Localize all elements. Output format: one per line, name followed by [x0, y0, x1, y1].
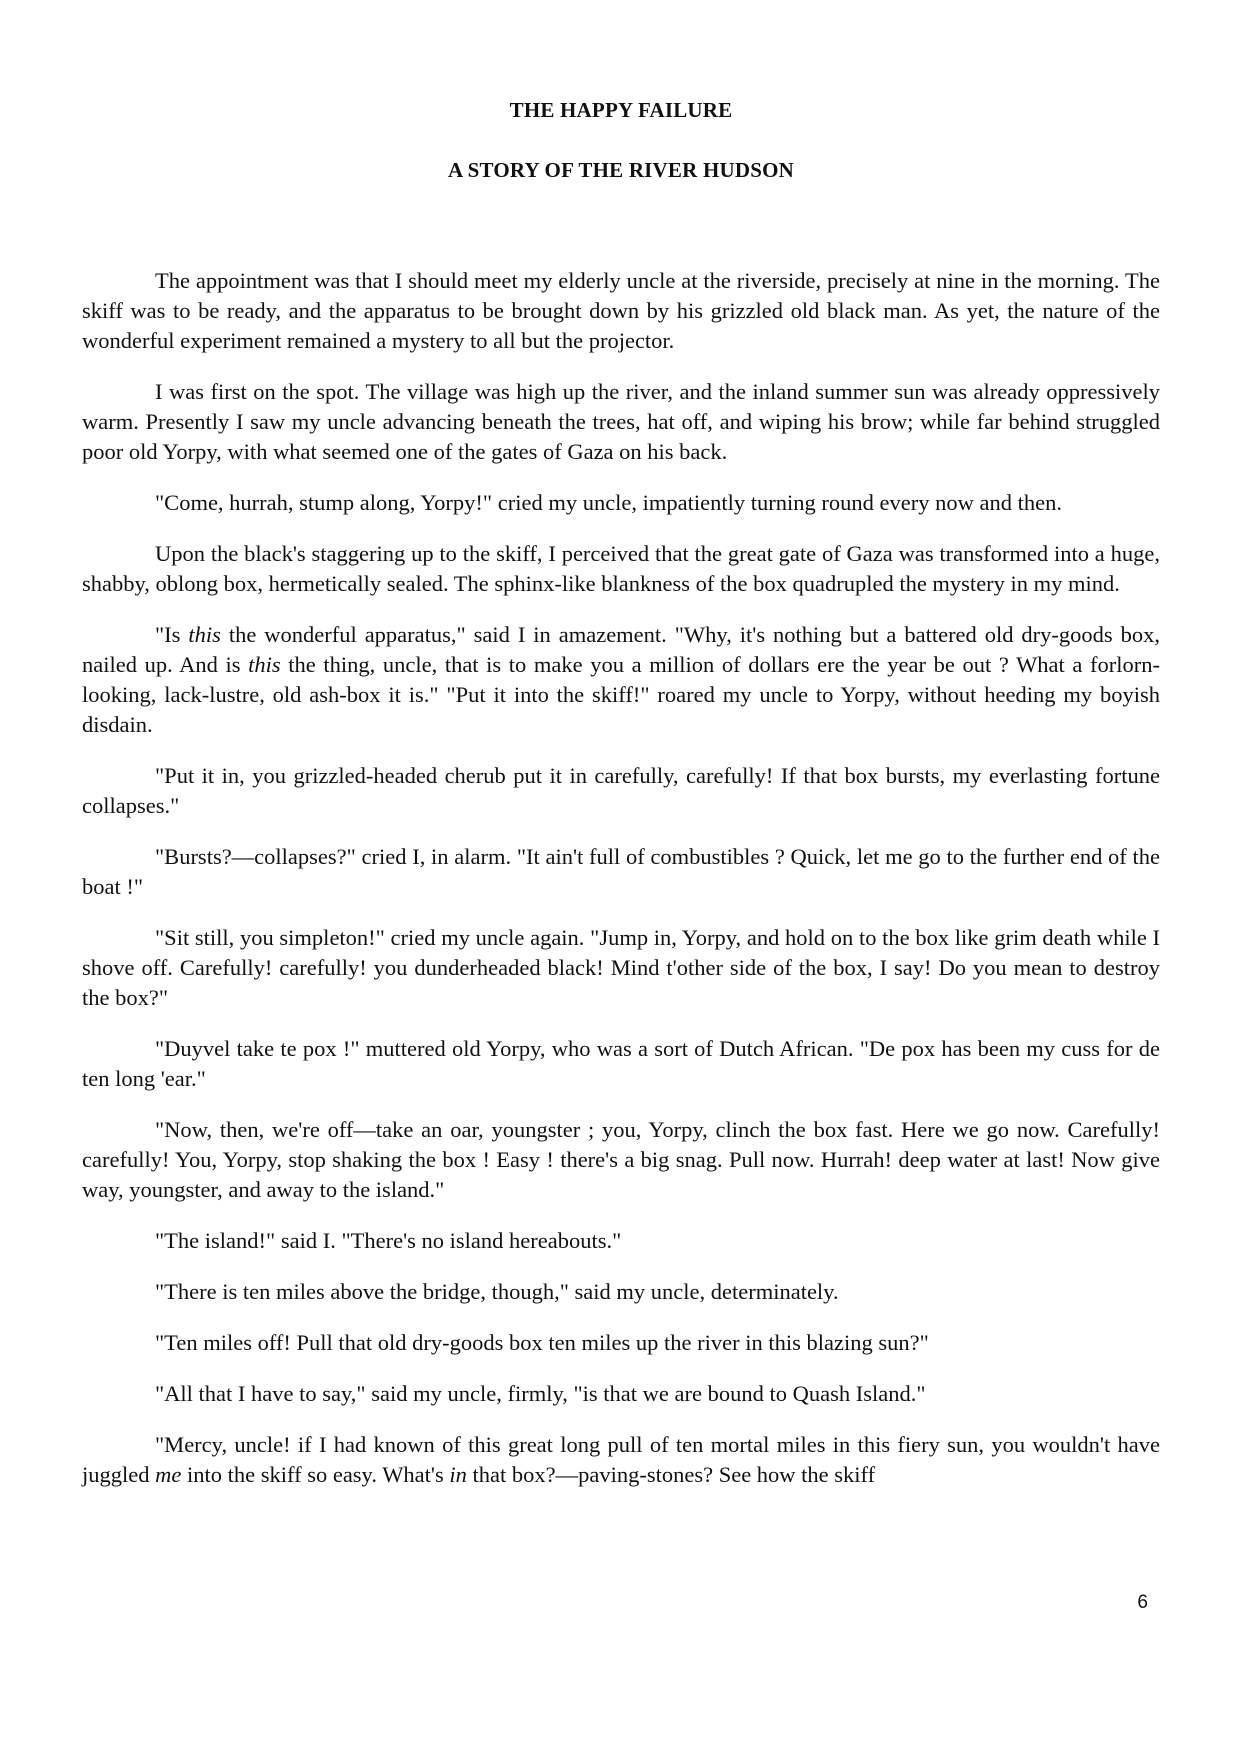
paragraph-text: the wonderful apparatus," said I in amazement. "Why, it's nothing but a battered old dry-goods box, nailed up. And is [82, 622, 1160, 677]
story-paragraph [82, 488, 1160, 518]
page-number: 6 [1137, 1592, 1148, 1613]
emphasis-text: me [155, 1462, 182, 1487]
story-paragraph [82, 620, 1160, 740]
emphasis-text: in [449, 1462, 467, 1487]
story-paragraph [82, 1115, 1160, 1205]
paragraph-text: into the skiff so easy. What's [181, 1462, 450, 1487]
story-body [82, 266, 1160, 1511]
story-paragraph [82, 1328, 1160, 1358]
paragraph-text: that box?—paving-stones? See how the skiff [466, 1462, 876, 1487]
paragraph-text: "Duyvel take te pox !" muttered old Yorpy, who was a sort of Dutch African. "De pox has been my cuss for de ten long 'ear." [82, 1036, 1160, 1091]
story-paragraph [82, 1226, 1160, 1256]
emphasis-text: this [188, 622, 221, 647]
paragraph-text: Upon the black's staggering up to the skiff, I perceived that the great gate of Gaza was transformed into a huge, shabby, oblong box, hermetically sealed. The sphinx-like blankness of the box quadrupled the mystery in my mind. [82, 541, 1160, 596]
paragraph-text: "Now, then, we're off—take an oar, youngster ; you, Yorpy, clinch the box fast. Here we go now. Carefully! carefully! You, Yorpy, stop shaking the box ! Easy ! there's a big snag. Pull now. Hurrah! deep water at last! Now give way, youngster, and away to the island." [82, 1117, 1160, 1202]
story-paragraph [82, 266, 1160, 356]
story-paragraph [82, 1379, 1160, 1409]
story-paragraph [82, 842, 1160, 902]
paragraph-text: The appointment was that I should meet my elderly uncle at the riverside, precisely at nine in the morning. The skiff was to be ready, and the apparatus to be brought down by his grizzled old black man. As yet, the nature of the wonderful experiment remained a mystery to all but the projector. [82, 268, 1160, 353]
emphasis-text: this [248, 652, 281, 677]
story-paragraph [82, 1277, 1160, 1307]
story-paragraph [82, 377, 1160, 467]
paragraph-text: "Is [155, 622, 189, 647]
paragraph-text: "Bursts?—collapses?" cried I, in alarm. "It ain't full of combustibles ? Quick, let me go to the further end of the boat !" [82, 844, 1160, 899]
story-paragraph [82, 923, 1160, 1013]
story-subtitle: A STORY OF THE RIVER HUDSON [448, 158, 794, 182]
story-paragraph [82, 761, 1160, 821]
story-paragraph [82, 1430, 1160, 1490]
story-title: THE HAPPY FAILURE [509, 98, 733, 122]
paragraph-text: "Ten miles off! Pull that old dry-goods box ten miles up the river in this blazing sun?" [155, 1330, 929, 1355]
paragraph-text: "The island!" said I. "There's no island hereabouts." [155, 1228, 622, 1253]
paragraph-text: "Sit still, you simpleton!" cried my uncle again. "Jump in, Yorpy, and hold on to the box like grim death while I shove off. Carefully! carefully! you dunderheaded black! Mind t'other side of the box, I say! Do you mean to destroy the box?" [82, 925, 1160, 1010]
paragraph-text: "Mercy, uncle! if I had known of this great long pull of ten mortal miles in this fiery sun, you wouldn't have juggled [82, 1432, 1160, 1487]
story-paragraph [82, 539, 1160, 599]
paragraph-text: I was first on the spot. The village was high up the river, and the inland summer sun was already oppressively warm. Presently I saw my uncle advancing beneath the trees, hat off, and wiping his brow; while far behind struggled poor old Yorpy, with what seemed one of the gates of Gaza on his back. [82, 379, 1160, 464]
paragraph-text: "All that I have to say," said my uncle, firmly, "is that we are bound to Quash Island." [155, 1381, 926, 1406]
paragraph-text: the thing, uncle, that is to make you a million of dollars ere the year be out ? What a forlorn-looking, lack-lustre, old ash-box it is." "Put it into the skiff!" roared my uncle to Yorpy, without heeding my boyish disdain. [82, 652, 1160, 737]
paragraph-text: "Come, hurrah, stump along, Yorpy!" cried my uncle, impatiently turning round every now and then. [155, 490, 1062, 515]
paragraph-text: "There is ten miles above the bridge, though," said my uncle, determinately. [155, 1279, 839, 1304]
paragraph-text: "Put it in, you grizzled-headed cherub put it in carefully, carefully! If that box bursts, my everlasting fortune collapses." [82, 763, 1160, 818]
story-paragraph [82, 1034, 1160, 1094]
